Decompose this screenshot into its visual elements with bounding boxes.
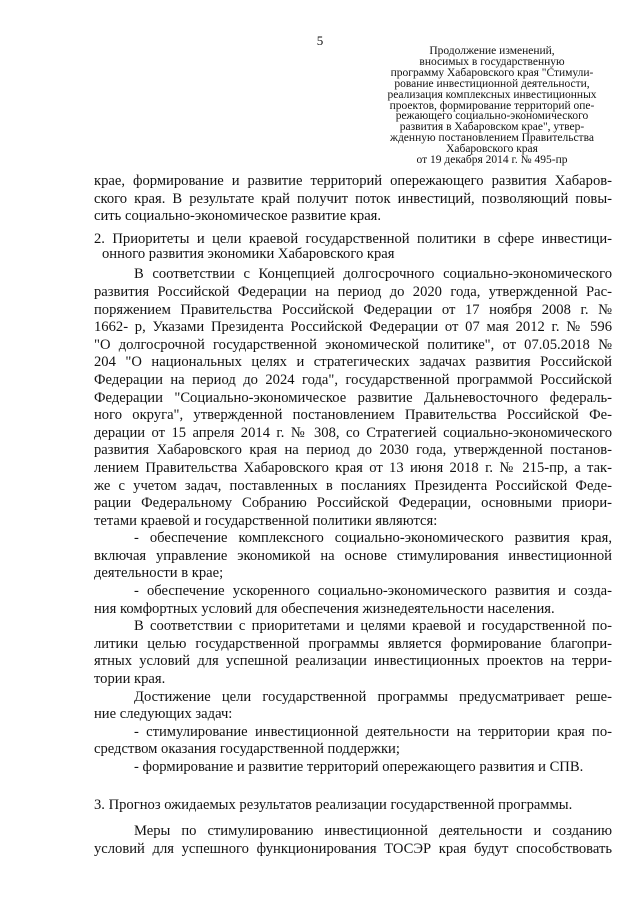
header-line: развития в Хабаровском крае", утвер- [399, 121, 585, 134]
document-body [94, 173, 612, 858]
header-line: Продолжение изменений, [429, 45, 555, 57]
heading-line: 2. Приоритеты и цели краевой государственной политики в сфере инвестици- [94, 230, 612, 247]
header-line: программу Хабаровского края "Стимули- [390, 66, 594, 79]
text-line: рации Федеральному Собранию Российской Федерации, основными приори- [94, 495, 612, 512]
text-line: развития Российской Федерации на период до 2020 года, утвержденной Рас- [94, 283, 612, 300]
text-line: ного округа", утвержденной постановлением Правительства Российской Фе- [94, 407, 612, 424]
text-line: ние следующих задач: [94, 706, 233, 723]
text-line: деятельности в крае; [94, 565, 224, 582]
text-line: же с учетом задач, поставленных в посланиях Президента Российской Феде- [94, 477, 612, 494]
text-line: Меры по стимулированию инвестиционной деятельности и созданию [134, 823, 612, 840]
text-line: - стимулирование инвестиционной деятельности на территории края по- [134, 723, 612, 740]
section-2-heading [94, 231, 612, 262]
header-line: Хабаровского края [446, 143, 538, 156]
text-line: Достижение цели государственной программы предусматривает реше- [134, 688, 612, 705]
text-line: - обеспечение ускоренного социально-экономического развития и созда- [134, 583, 612, 600]
text-line: литики целью государственной программы является формирование благопри- [94, 635, 612, 652]
section-3-heading: 3. Прогноз ожидаемых результатов реализации государственной программы. [94, 796, 573, 813]
text-line: 204 "О национальных целях и стратегических задачах развития Российской [94, 354, 612, 371]
section-2-paragraph [94, 266, 612, 530]
text-line: - формирование и развитие территорий опережающего развития и СПВ. [134, 759, 584, 775]
header-line: рование инвестиционной деятельности, [394, 77, 590, 90]
priority-bullet-1 [94, 530, 612, 583]
text-line: ского края. В результате край получит поток инвестиций, позволяющий повы- [94, 190, 612, 207]
goal-paragraph [94, 618, 612, 688]
text-line: развития Хабаровского края на период до 2030 года, утвержденной постанов- [94, 442, 612, 459]
text-line: Федерации "Социально-экономическое развитие Дальневосточного федераль- [94, 389, 612, 406]
tasks-paragraph [94, 689, 612, 724]
text-line: крае, формирование и развитие территорий опережающего развития Хабаров- [94, 173, 612, 189]
text-line: дерации от 15 апреля 2014 г. № 308, со Стратегией социально-экономического [94, 424, 612, 441]
priority-bullet-2 [94, 583, 612, 618]
header-line: вносимых в государственную [419, 55, 565, 68]
text-line: тетами краевой и государственной политики являются: [94, 512, 438, 529]
header-line: проектов, формирование территорий опе- [389, 99, 595, 112]
intro-paragraph [94, 173, 612, 226]
task-item-1 [94, 724, 612, 759]
document-header [378, 46, 606, 166]
text-line: В соответствии с Концепцией долгосрочного социально-экономического [134, 266, 612, 283]
header-line: режающего социально-экономического [395, 110, 589, 123]
task-item-2 [94, 759, 612, 777]
heading-line: онного развития экономики Хабаровского края [102, 246, 395, 263]
text-line: поряжением Правительства Российской Федерации от 17 ноября 2008 г. № [94, 301, 612, 318]
text-line: 1662- р, Указами Президента Российской Федерации от 07 мая 2012 г. № 596 [94, 319, 612, 336]
header-line: жденную постановлением Правительства [390, 132, 594, 145]
text-line: средством оказания государственной поддержки; [94, 741, 400, 758]
text-line: сить социально-экономическое развитие края. [94, 208, 382, 225]
section-3-paragraph [94, 823, 612, 858]
text-line: ятных условий для успешной реализации инвестиционных проектов на терри- [94, 653, 612, 670]
page-number: 5 [316, 33, 324, 48]
text-line: Федерации на период до 2024 года", государственной программой Российской [94, 371, 612, 388]
header-line: от 19 декабря 2014 г. № 495-пр [416, 154, 568, 167]
text-line: ния комфортных условий для обеспечения жизнедеятельности населения. [94, 600, 555, 617]
text-line: условий для успешного функционирования ТОСЭР края будут способствовать [94, 840, 612, 857]
header-line: реализация комплексных инвестиционных [387, 88, 597, 101]
text-line: лением Правительства Хабаровского края от 13 июня 2018 г. № 215-пр, а так- [94, 459, 612, 476]
text-line: включая управление экономикой на основе стимулирования инвестиционной [94, 547, 612, 564]
text-line: тории края. [94, 671, 166, 688]
text-line: - обеспечение комплексного социально-экономического развития края, [134, 530, 612, 547]
text-line: "О долгосрочной государственной экономической политике", от 07.05.2018 № [94, 336, 612, 353]
text-line: В соответствии с приоритетами и целями краевой и государственной по- [134, 618, 612, 635]
